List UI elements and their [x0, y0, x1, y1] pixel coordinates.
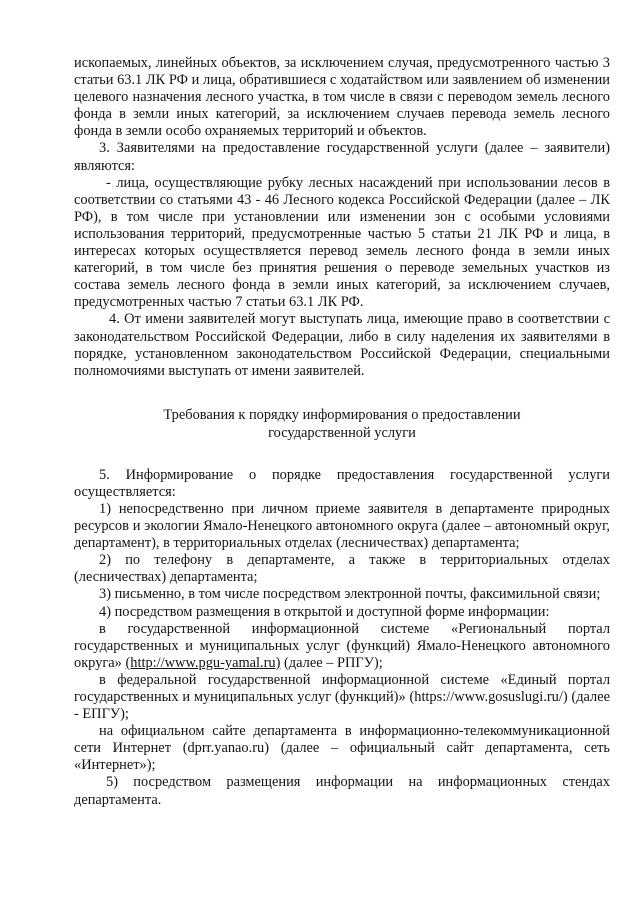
paragraph	[74, 621, 610, 672]
paragraph-text: ископаемых, линейных объектов, за исключением случая, предусмотренного частью 3 статьи 63.1 ЛК РФ и лица, обратившиеся с ходатайством или заявлением об изменении целевого назначения лесного участка, в том числе в связи с переводом земель лесного фонда в земли иных категорий, за исключением случаев перевода земель лесного фонда в земли особо охраняемых территорий и объектов.	[74, 55, 610, 140]
paragraph	[74, 604, 610, 621]
paragraph	[74, 723, 610, 774]
paragraph-text: на официальном сайте департамента в информационно-телекоммуникационной сети Интернет (dprr.yanao.ru) (далее – официальный сайт департамента, сеть «Интернет»);	[74, 723, 610, 774]
paragraph-group-info	[74, 467, 610, 809]
section-heading-line-1: Требования к порядку информирования о предоставлении	[163, 406, 521, 423]
paragraph-text: 1) непосредственно при личном приеме заявителя в департаменте природных ресурсов и экологии Ямало-Ненецкого автономного округа (далее – автономный округ, департамент), в территориальных отделах (лесничествах) департамента;	[74, 500, 610, 552]
paragraph-text: в государственной информационной системе «Региональный портал государственных и муниципальных услуг (функций) Ямало-Ненецкого автономного округа»	[74, 620, 610, 671]
paragraph	[74, 467, 610, 501]
document-body	[74, 55, 610, 809]
paragraph-text: 5) посредством размещения информации на информационных стендах департамента.	[74, 774, 610, 808]
paragraph	[74, 311, 610, 379]
rpgu-link[interactable]: (http://www.pgu-yamal.ru)	[125, 654, 281, 671]
paragraph	[74, 501, 610, 552]
paragraph	[74, 586, 610, 603]
section-heading	[74, 406, 610, 442]
paragraph	[74, 55, 610, 140]
paragraph-text: 5. Информирование о порядке предоставления государственной услуги осуществляется:	[74, 466, 610, 500]
paragraph-group-top	[74, 55, 610, 380]
paragraph-text: - лица, осуществляющие рубку лесных насаждений при использовании лесов в соответствии со статьями 43 - 46 Лесного кодекса Российской Федерации (далее – ЛК РФ), в том числе при установлении или изменении зон с особыми условиями использования территорий, предусмотренные частью 5 статьи 21 ЛК РФ и лица, в интересах которых осуществляется перевод земель лесного фонда в земли иных категорий, в том числе без принятия решения о переводе земельных участков из состава земель лесного фонда в земли иных категорий, за исключением случаев, предусмотренных частью 7 статьи 63.1 ЛК РФ.	[74, 174, 610, 311]
paragraph	[74, 552, 610, 586]
paragraph-text: 2) по телефону в департаменте, а также в территориальных отделах (лесничествах) департамента;	[74, 552, 610, 586]
paragraph	[74, 774, 610, 808]
section-heading-line-2: государственной услуги	[268, 424, 416, 441]
paragraph	[74, 140, 610, 174]
paragraph-text: 4. От имени заявителей могут выступать лица, имеющие право в соответствии с законодательством Российской Федерации, либо в силу наделения их заявителями в порядке, установленном законодательством Российской Федерации, специальными полномочиями выступать от имени заявителей.	[74, 311, 610, 379]
paragraph	[74, 175, 610, 312]
paragraph-text: 4) посредством размещения в открытой и доступной форме информации:	[99, 603, 550, 620]
paragraph-text: 3) письменно, в том числе посредством электронной почты, факсимильной связи;	[99, 586, 601, 603]
paragraph-text: 3. Заявителями на предоставление государственной услуги (далее – заявители) являются:	[74, 140, 610, 174]
paragraph	[74, 672, 610, 723]
paragraph-tail: (далее – РПГУ);	[280, 654, 383, 671]
paragraph-text: в федеральной государственной информационной системе «Единый портал государственных и муниципальных услуг (функций)» (https://www.gosuslugi.ru/) (далее - ЕПГУ);	[74, 671, 610, 723]
